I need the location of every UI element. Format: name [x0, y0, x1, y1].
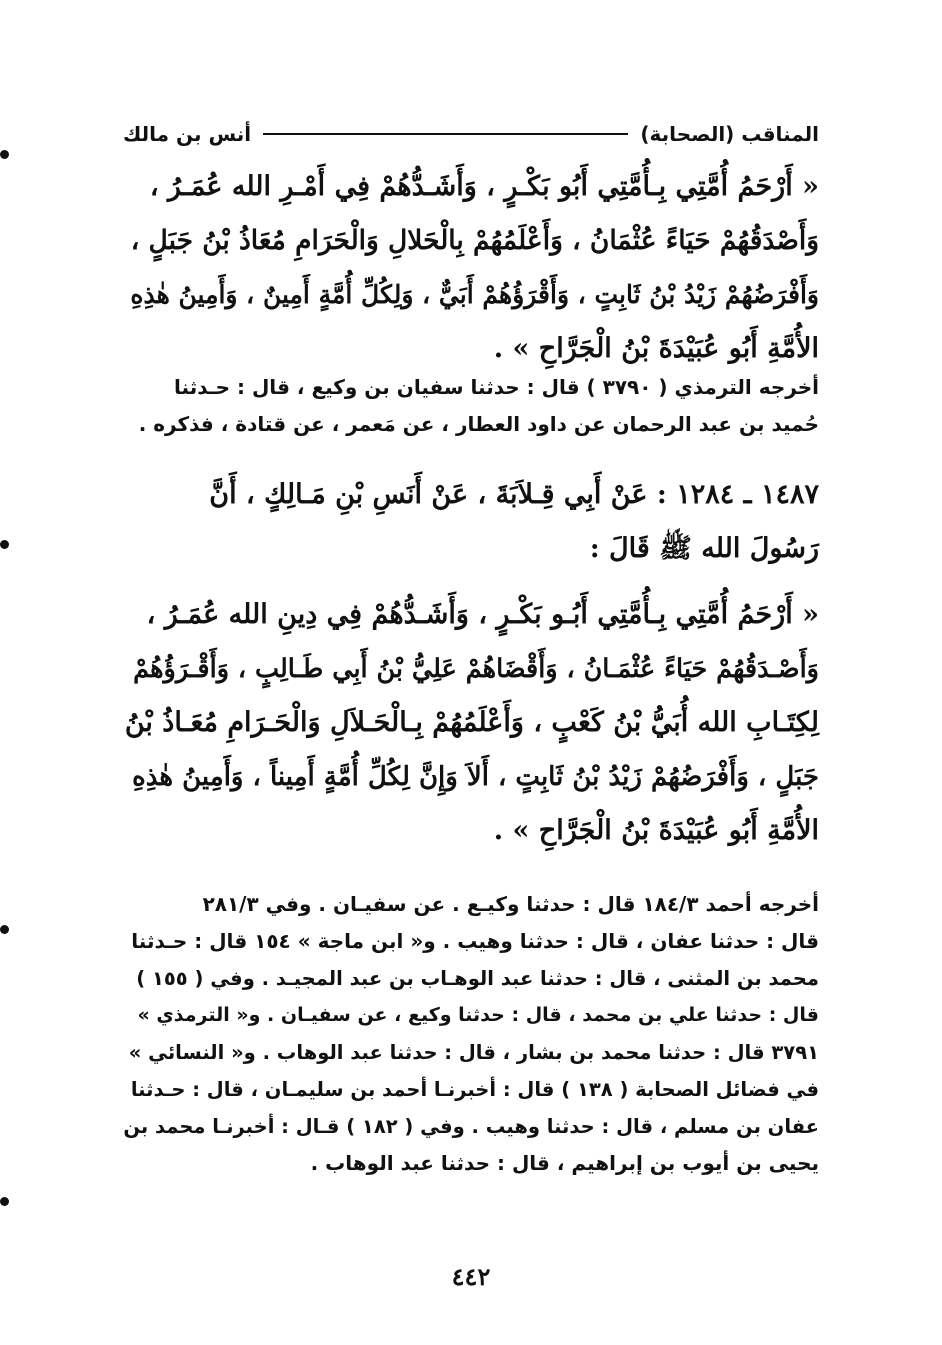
- header-section-title: المناقب (الصحابة): [640, 122, 819, 146]
- note-line: أخرجه أحمد ١٨٤/٣ قال : حدثنا وكيـع . عن سفيـان . وفي ٢٨١/٣: [202, 892, 819, 916]
- note-line: أخرجه الترمذي ( ٣٧٩٠ ) قال : حدثنا سفيان بن وكيع ، قال : حـدثنا: [174, 375, 819, 399]
- note-line: في فضائل الصحابة ( ١٣٨ ) قال : أخبرنـا أحمد بن سليمـان ، قال : حـدثنا: [130, 1078, 819, 1101]
- note-line: ٣٧٩١ قال : حدثنا محمد بن بشار ، قال : حدثنا عبد الوهاب . و« النسائي »: [128, 1041, 819, 1064]
- hadith-number-line: رَسُولَ الله ﷺ قَالَ :: [589, 533, 819, 564]
- hadith-line: وَأَصْـدَقُهُمْ حَيَاءً عُثْمَـانُ ، وَأَقْضَاهُمْ عَلِيُّ بْنُ أَبِي طَـالِبٍ ، وَأَقْـرَؤُهُمْ: [133, 654, 819, 684]
- hadith-line: « أَرْحَمُ أُمَّتِي بِـأُمَّتِي أَبُو بَكْـرٍ ، وَأَشَـدُّهُمْ فِي أَمْـرِ الله عُمَـرُ ،: [149, 171, 819, 202]
- hadith-line: الأُمَّةِ أَبُو عُبَيْدَةَ بْنُ الْجَرَّاحِ » .: [493, 333, 819, 364]
- hadith-line: وَأَفْرَضُهُمْ زَيْدُ بْنُ ثَابِتٍ ، وَأَقْرَؤُهُمْ أَبَيٌّ ، وَلِكُلِّ أُمَّةٍ أَمِينٌ ، وَأَمِينُ هٰذِهِ: [130, 280, 819, 309]
- takhrij-note-2: [123, 886, 819, 1182]
- hadith-line: لِكِتَـابِ الله أُبَيُّ بْنُ كَعْبٍ ، وَأَعْلَمُهُمْ بِـالْحَـلاَلِ وَالْحَـرَامِ مُعَـاذُ بْنُ: [124, 707, 819, 738]
- note-line: عفان بن مسلم ، قال : حدثنا وهيب . وفي ( ١٨٢ ) قـال : أخبرنـا محمد بن: [123, 1115, 819, 1138]
- running-header: [123, 118, 819, 150]
- note-line: محمد بن المثنى ، قال : حدثنا عبد الوهـاب بن عبد المجيـد . وفي ( ١٥٥ ): [136, 967, 819, 990]
- hadith-heading: [123, 468, 819, 576]
- page-number: ٤٤٢: [451, 1262, 491, 1291]
- note-line: حُميد بن عبد الرحمان عن داود العطار ، عن مَعمر ، عن قتادة ، فذكره .: [138, 412, 819, 436]
- hadith-line: الأُمَّةِ أَبُو عُبَيْدَةَ بْنُ الْجَرَّاحِ » .: [493, 815, 819, 846]
- scan-edge-mark: [0, 1197, 9, 1206]
- takhrij-note-1: [123, 369, 819, 443]
- note-line: قال : حدثنا عفان ، قال : حدثنا وهيب . و« ابن ماجة » ١٥٤ قال : حـدثنا: [131, 929, 819, 953]
- hadith-line: « أَرْحَمُ أُمَّتِي بِـأُمَّتِي أَبُـو بَكْـرٍ ، وَأَشَـدُّهُمْ فِي دِينِ الله عُمَـرُ ،: [146, 599, 819, 630]
- hadith-text-2: [123, 588, 819, 858]
- hadith-line: وَأَصْدَقُهُمْ حَيَاءً عُثْمَانُ ، وَأَعْلَمُهُمْ بِالْحَلالِ وَالْحَرَامِ مُعَاذُ بْنُ جَبَلٍ ،: [130, 225, 819, 256]
- hadith-text-1: [123, 160, 819, 376]
- scan-edge-mark: [0, 540, 9, 549]
- header-chapter-title: أنس بن مالك: [123, 122, 252, 146]
- scan-edge-mark: [0, 925, 9, 934]
- header-rule: [263, 133, 628, 135]
- hadith-line: جَبَلٍ ، وَأَفْرَضُهُمْ زَيْدُ بْنُ ثَابِتٍ ، أَلاَ وَإِنَّ لِكُلِّ أُمَّةٍ أَمِيناً ، وَأَمِينُ هٰذِهِ: [132, 762, 819, 792]
- scan-edge-mark: [0, 150, 9, 159]
- note-line: يحيى بن أيوب بن إبراهيم ، قال : حدثنا عبد الوهاب .: [310, 1151, 819, 1175]
- hadith-number-line: ١٤٨٧ ـ ١٢٨٤ : عَنْ أَبِي قِـلاَبَةَ ، عَنْ أَنَسِ بْنِ مَـالِكٍ ، أَنَّ: [209, 479, 819, 510]
- note-line: قال : حدثنا علي بن محمد ، قال : حدثنا وكيع ، عن سفيـان . و« الترمذي »: [137, 1004, 819, 1026]
